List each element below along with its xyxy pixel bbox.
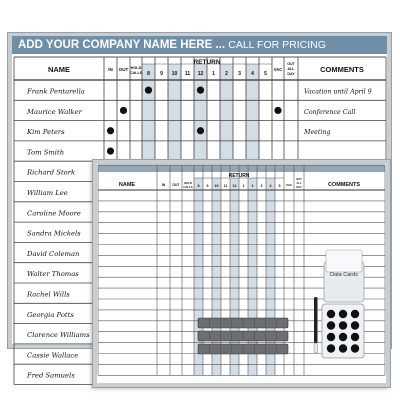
employee-name: Clarence Williams <box>27 331 90 340</box>
employee-name: William Lee <box>27 189 68 197</box>
employee-name: Caroline Moore <box>27 209 81 218</box>
dry-erase-marker <box>314 297 318 343</box>
hour-header: 12 <box>197 71 204 77</box>
employee-name: Georgia Potts <box>27 310 74 319</box>
comment-text: Conference Call <box>304 108 356 116</box>
hour-header: 5 <box>278 184 281 188</box>
magnet-button <box>351 333 359 341</box>
employee-name: Walter Thomas <box>27 270 79 279</box>
magnet-button <box>351 310 359 318</box>
employee-name: Kim Peters <box>27 128 65 137</box>
employee-name: Sandra Mickels <box>27 229 81 238</box>
name-header: NAME <box>118 182 136 188</box>
out-all-day-header: DAY <box>296 186 302 189</box>
hold-calls-header: CALLS <box>183 185 193 189</box>
magnet-button <box>327 344 335 352</box>
magnet-button <box>327 310 335 318</box>
hour-header: 12 <box>232 184 237 188</box>
data-cards-label: Data Cards <box>330 272 358 278</box>
hour-header: 11 <box>184 71 191 77</box>
magnet-button <box>339 333 347 341</box>
employee-name: Maurice Walker <box>27 107 82 116</box>
banner-dots: ... <box>215 39 226 51</box>
vac-header: VAC <box>285 183 293 187</box>
hour-header: 1 <box>242 184 245 188</box>
data-card <box>326 250 362 272</box>
hour-header: 9 <box>206 184 209 188</box>
comment-text: Meeting <box>304 129 331 137</box>
employee-name: Rachel Wills <box>27 290 70 299</box>
employee-name: David Coleman <box>27 249 80 258</box>
hour-header: 3 <box>238 71 241 77</box>
hour-header: 9 <box>160 71 163 77</box>
employee-name: Cassie Wallace <box>27 351 79 360</box>
hold-calls-header: HOLD <box>184 181 192 185</box>
banner-title: ADD YOUR COMPANY NAME HERE <box>18 39 213 51</box>
out-all-day-header: ALL <box>296 182 302 185</box>
employee-name: Tom Smith <box>27 148 65 157</box>
hour-header: 10 <box>214 184 219 188</box>
hour-header: 4 <box>269 184 272 188</box>
in-header: IN <box>108 67 113 72</box>
banner-call: CALL FOR PRICING <box>228 39 326 51</box>
out-all-day-header: OUT <box>287 62 295 66</box>
hour-header: 10 <box>171 71 178 77</box>
magnet-button <box>351 344 359 352</box>
return-header: RETURN <box>228 173 250 179</box>
hour-header: 11 <box>223 184 228 188</box>
hour-header: 2 <box>225 71 228 77</box>
employee-name: Richard Stork <box>27 168 76 177</box>
hold-calls-header: CALLS <box>129 71 143 75</box>
front-header-bar <box>98 165 385 172</box>
hour-header: 3 <box>260 184 263 188</box>
hold-calls-header: HOLD <box>130 66 142 70</box>
out-header: OUT <box>172 183 180 187</box>
magnet-button <box>327 321 335 329</box>
out-all-day-header: DAY <box>287 72 295 76</box>
magnet-button <box>339 344 347 352</box>
magnet-button <box>351 321 359 329</box>
comment-text: Vacation until April 9 <box>304 88 372 96</box>
hour-header: 4 <box>251 71 254 77</box>
in-header: IN <box>161 183 166 187</box>
comments-header: COMMENTS <box>320 65 364 74</box>
hour-header: 8 <box>147 71 150 77</box>
hour-header: 8 <box>197 184 200 188</box>
magnet-button <box>339 321 347 329</box>
employee-name: Frank Pentarella <box>27 87 85 96</box>
vac-header: VAC <box>273 67 283 72</box>
hour-header: 2 <box>251 184 254 188</box>
marker-cap <box>314 343 318 353</box>
return-header: RETURN <box>193 59 221 66</box>
comments-header: COMMENTS <box>327 182 361 188</box>
hour-header: 5 <box>264 71 267 77</box>
name-header: NAME <box>47 65 71 74</box>
hour-header: 1 <box>212 71 215 77</box>
magnet-button <box>339 310 347 318</box>
employee-name: Fred Samuels <box>27 371 75 380</box>
out-all-day-header: ALL <box>287 67 295 71</box>
magnet-button <box>327 333 335 341</box>
out-header: OUT <box>118 67 129 72</box>
out-all-day-header: OUT <box>296 178 302 181</box>
